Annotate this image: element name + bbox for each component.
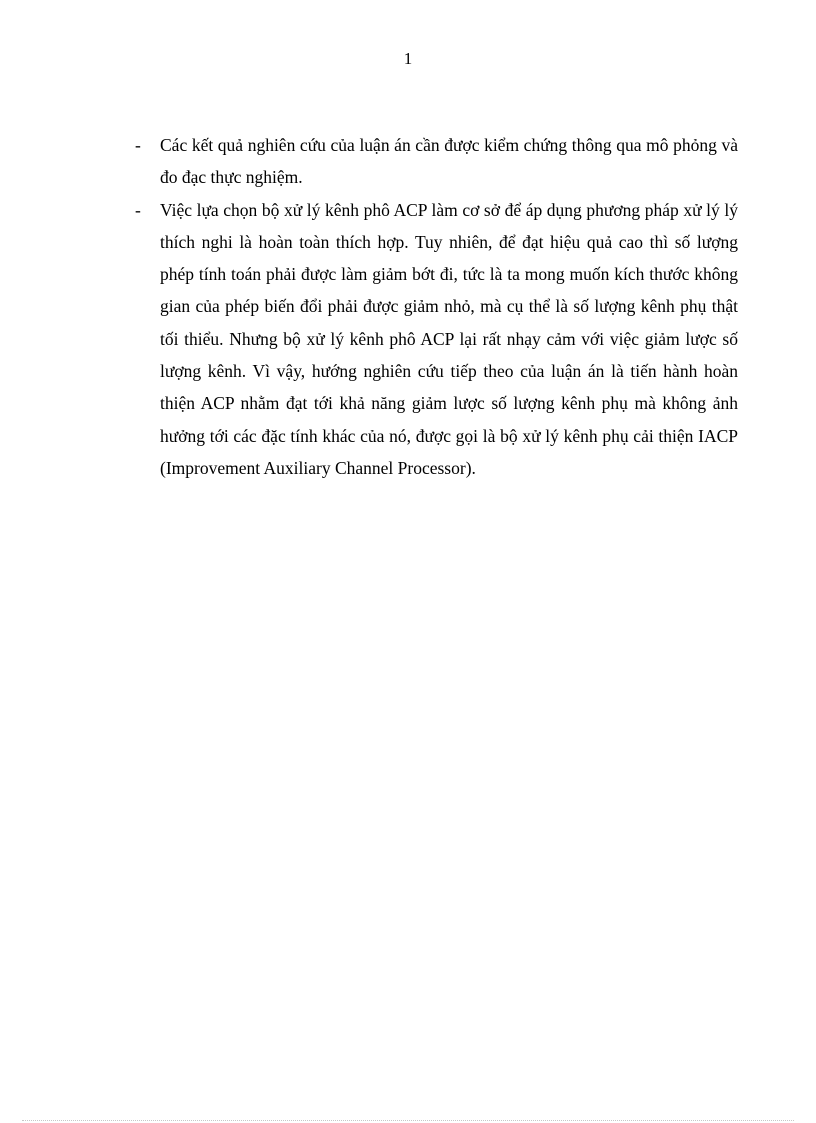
bullet-text: Các kết quả nghiên cứu của luận án cần được kiểm chứng thông qua mô phỏng và đo đạc thực nghiệm. xyxy=(160,135,738,188)
document-body xyxy=(135,129,738,484)
bullet-marker: - xyxy=(135,135,141,155)
page-number: 1 xyxy=(403,49,413,68)
bullet-item-verification xyxy=(135,129,738,194)
bullet-marker: - xyxy=(135,199,141,220)
footer-divider xyxy=(22,1120,794,1121)
bullet-text: Việc lựa chọn bộ xử lý kênh phô ACP làm cơ sở để áp dụng phương pháp xử lý lý thích nghi là hoàn toàn thích hợp. Tuy nhiên, để đạt hiệu quả cao thì số lượng phép tính toán phải được làm giảm bớt đi, tức là ta mong muốn kích thước không gian của phép biến đổi phải được giảm nhỏ, mà cụ thể là số lượng kênh phụ thật tối thiểu. Nhưng bộ xử lý kênh phô ACP lại rất nhạy cảm với việc giảm lược số lượng kênh. Vì vậy, hướng nghiên cứu tiếp theo của luận án là tiến hành hoàn thiện ACP nhằm đạt tới khả năng giảm lược số lượng kênh phụ mà không ảnh hưởng tới các đặc tính khác của nó, được gọi là bộ xử lý kênh phụ cải thiện IACP (Improvement Auxiliary Channel Processor). xyxy=(160,199,738,478)
bullet-item-future-work xyxy=(135,194,738,485)
